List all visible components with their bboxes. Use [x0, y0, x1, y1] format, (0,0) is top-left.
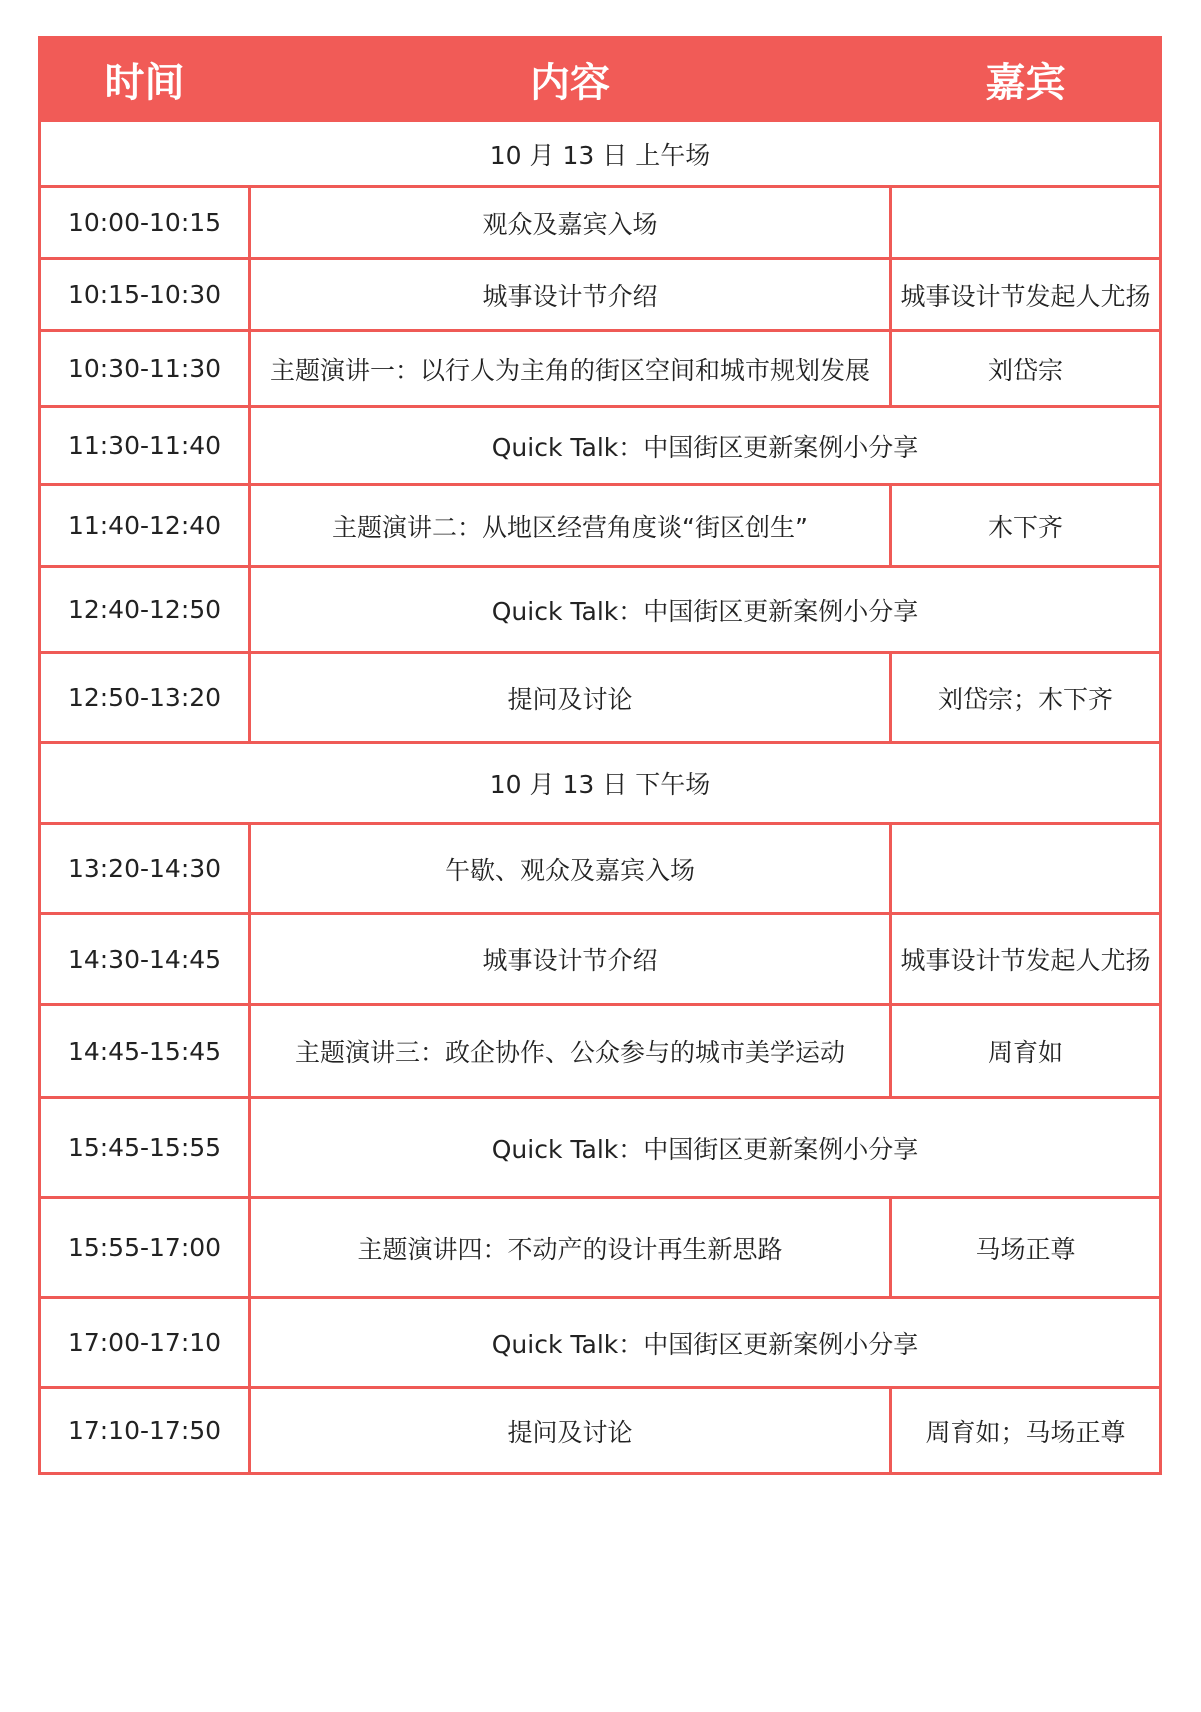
content-cell: Quick Talk：中国街区更新案例小分享 — [250, 567, 1161, 653]
time-cell: 10:00-10:15 — [40, 187, 250, 259]
guest-cell: 周育如 — [891, 1005, 1161, 1098]
guest-cell — [891, 187, 1161, 259]
time-cell: 11:30-11:40 — [40, 407, 250, 485]
content-cell: 主题演讲三：政企协作、公众参与的城市美学运动 — [250, 1005, 891, 1098]
schedule-row — [40, 259, 1161, 331]
guest-cell: 周育如；马场正尊 — [891, 1388, 1161, 1474]
schedule-row — [40, 567, 1161, 653]
time-cell: 12:40-12:50 — [40, 567, 250, 653]
session-row — [40, 743, 1161, 824]
content-cell: 主题演讲二：从地区经营角度谈“街区创生” — [250, 485, 891, 567]
guest-cell: 马场正尊 — [891, 1198, 1161, 1298]
schedule-row — [40, 485, 1161, 567]
session-title: 10 月 13 日 下午场 — [40, 743, 1161, 824]
time-cell: 10:15-10:30 — [40, 259, 250, 331]
schedule-row — [40, 187, 1161, 259]
guest-cell: 刘岱宗 — [891, 331, 1161, 407]
content-cell: 提问及讨论 — [250, 1388, 891, 1474]
time-cell: 14:45-15:45 — [40, 1005, 250, 1098]
schedule-row — [40, 824, 1161, 914]
guest-cell: 刘岱宗；木下齐 — [891, 653, 1161, 743]
schedule-row — [40, 1198, 1161, 1298]
time-cell: 13:20-14:30 — [40, 824, 250, 914]
guest-cell: 城事设计节发起人尤扬 — [891, 914, 1161, 1005]
schedule-row — [40, 331, 1161, 407]
schedule-row — [40, 914, 1161, 1005]
time-cell: 15:55-17:00 — [40, 1198, 250, 1298]
time-cell: 14:30-14:45 — [40, 914, 250, 1005]
content-cell: Quick Talk：中国街区更新案例小分享 — [250, 1098, 1161, 1198]
content-cell: 主题演讲四：不动产的设计再生新思路 — [250, 1198, 891, 1298]
time-cell: 11:40-12:40 — [40, 485, 250, 567]
time-cell: 10:30-11:30 — [40, 331, 250, 407]
time-cell: 15:45-15:55 — [40, 1098, 250, 1198]
schedule-table — [38, 36, 1162, 1475]
content-cell: Quick Talk：中国街区更新案例小分享 — [250, 1298, 1161, 1388]
guest-cell — [891, 824, 1161, 914]
content-cell: 城事设计节介绍 — [250, 914, 891, 1005]
schedule-row — [40, 1098, 1161, 1198]
time-cell: 12:50-13:20 — [40, 653, 250, 743]
header-time: 时间 — [40, 38, 250, 121]
guest-cell: 城事设计节发起人尤扬 — [891, 259, 1161, 331]
schedule-row — [40, 653, 1161, 743]
content-cell: Quick Talk：中国街区更新案例小分享 — [250, 407, 1161, 485]
guest-cell: 木下齐 — [891, 485, 1161, 567]
time-cell: 17:00-17:10 — [40, 1298, 250, 1388]
content-cell: 主题演讲一：以行人为主角的街区空间和城市规划发展 — [250, 331, 891, 407]
content-cell: 提问及讨论 — [250, 653, 891, 743]
schedule-row — [40, 407, 1161, 485]
content-cell: 城事设计节介绍 — [250, 259, 891, 331]
content-cell: 午歇、观众及嘉宾入场 — [250, 824, 891, 914]
header-content: 内容 — [250, 38, 891, 121]
schedule-body — [40, 121, 1161, 1474]
session-title: 10 月 13 日 上午场 — [40, 121, 1161, 187]
header-row — [40, 38, 1161, 121]
time-cell: 17:10-17:50 — [40, 1388, 250, 1474]
session-row — [40, 121, 1161, 187]
content-cell: 观众及嘉宾入场 — [250, 187, 891, 259]
schedule-row — [40, 1388, 1161, 1474]
schedule-row — [40, 1005, 1161, 1098]
header-guest: 嘉宾 — [891, 38, 1161, 121]
schedule-row — [40, 1298, 1161, 1388]
